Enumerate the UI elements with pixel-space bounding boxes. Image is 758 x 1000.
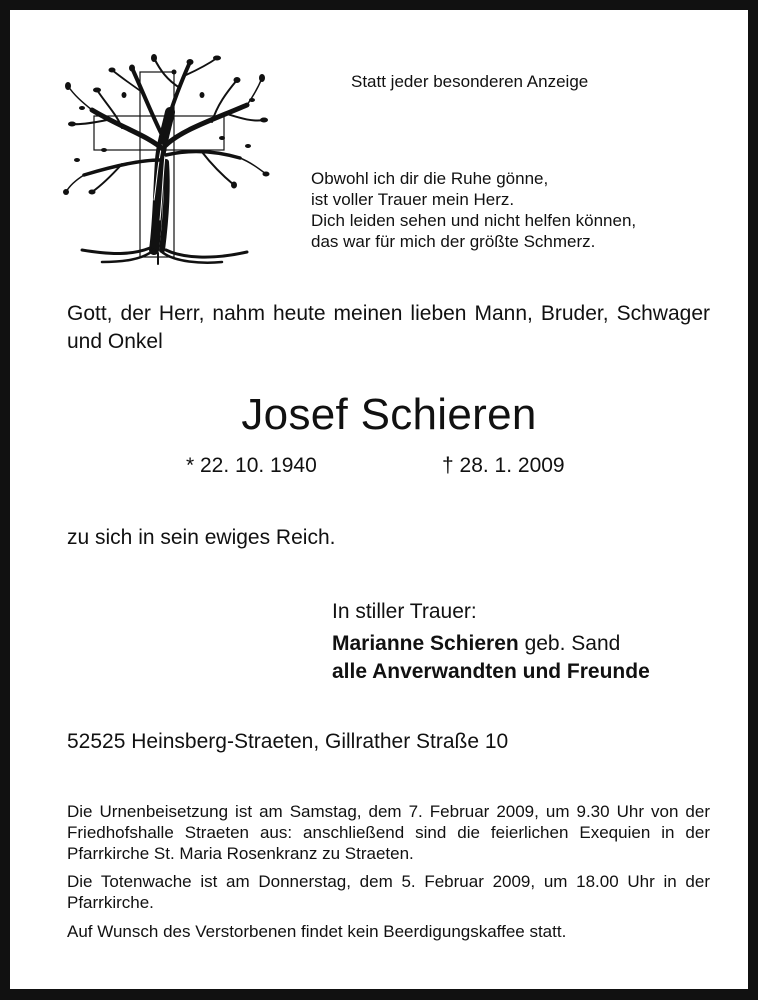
- primary-mourner-suffix: geb. Sand: [524, 632, 621, 655]
- deceased-name: Josef Schieren: [241, 390, 537, 439]
- poem: [311, 168, 636, 252]
- poem-line: das war für mich der größte Schmerz.: [311, 232, 596, 251]
- intro-text: Gott, der Herr, nahm heute meinen lieben Mann, Bruder, Schwager und Onkel: [67, 302, 710, 353]
- funeral-info-paragraph: Die Urnenbeisetzung ist am Samstag, dem 7. Februar 2009, um 9.30 Uhr von der Friedhofshalle Straeten aus: anschließend sind die feierlichen Exequien in der Pfarrkirche St. Maria Rosenkranz zu Straeten.: [67, 802, 710, 863]
- mourners-label: In stiller Trauer:: [332, 600, 477, 623]
- other-mourners: alle Anverwandten und Freunde: [332, 660, 650, 683]
- funeral-info-paragraph: Die Totenwache ist am Donnerstag, dem 5. Februar 2009, um 18.00 Uhr in der Pfarrkirche.: [67, 872, 710, 912]
- birth-date: * 22. 10. 1940: [186, 454, 317, 477]
- primary-mourner: [332, 632, 620, 656]
- tree-cross-icon: [62, 50, 272, 265]
- primary-mourner-name: Marianne Schieren: [332, 632, 519, 655]
- address: 52525 Heinsberg-Straeten, Gillrather Straße 10: [67, 730, 509, 753]
- closing-text: zu sich in sein ewiges Reich.: [67, 526, 336, 549]
- poem-line: Dich leiden sehen und nicht helfen können,: [311, 211, 637, 230]
- poem-line: Obwohl ich dir die Ruhe gönne,: [311, 169, 549, 188]
- death-date: † 28. 1. 2009: [442, 454, 565, 477]
- poem-line: ist voller Trauer mein Herz.: [311, 190, 515, 209]
- funeral-info-paragraph: Auf Wunsch des Verstorbenen findet kein Beerdigungskaffee statt.: [67, 922, 567, 941]
- header-note: Statt jeder besonderen Anzeige: [351, 72, 589, 91]
